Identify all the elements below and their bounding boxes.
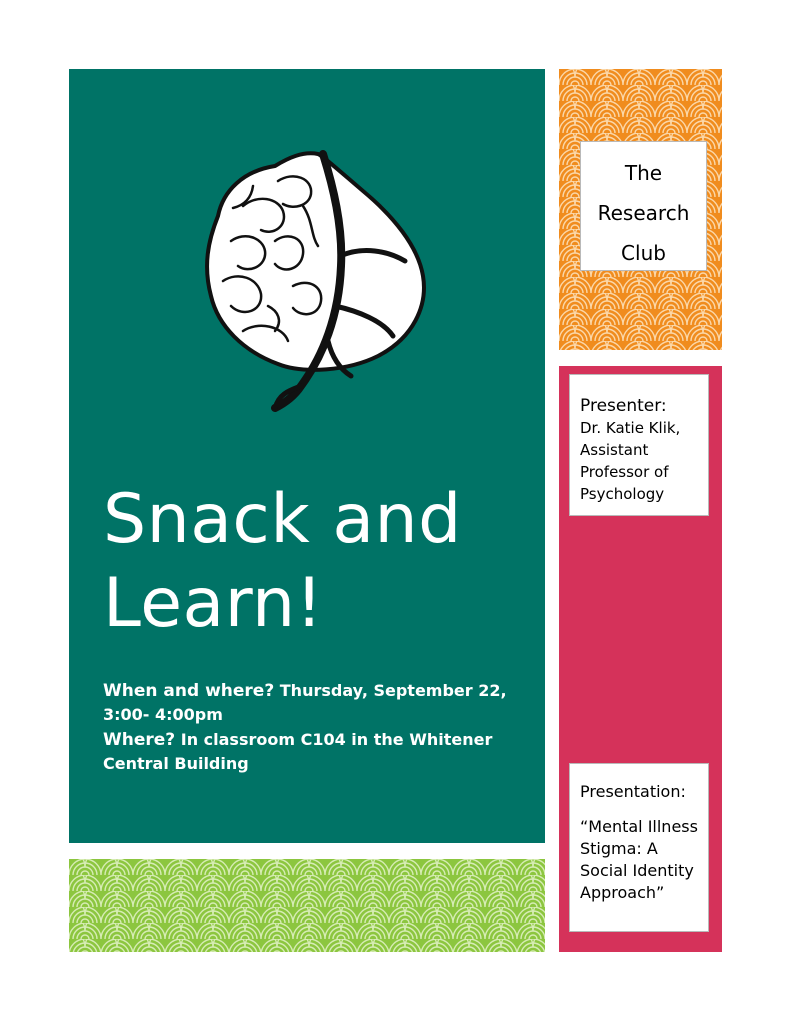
- when-value: Thursday, September 22, 3:00- 4:00pm: [103, 681, 507, 724]
- club-name-box: [580, 141, 707, 271]
- club-name-line-2: Research: [597, 201, 690, 225]
- club-name-line-1: The: [624, 161, 663, 185]
- presenter-name: Dr. Katie Klik, Assistant Professor of Psychology: [580, 419, 681, 503]
- where-info: [103, 728, 523, 776]
- green-pattern-band: [69, 859, 545, 952]
- presenter-label: Presenter:: [580, 396, 667, 416]
- headline-line-1: Snack and: [103, 480, 462, 559]
- club-name-line-3: Club: [621, 241, 666, 265]
- presentation-label: Presentation:: [580, 782, 686, 801]
- headline: [103, 478, 533, 646]
- when-label: When and where?: [103, 681, 275, 701]
- presenter-box: [569, 374, 709, 516]
- headline-line-2: Learn!: [103, 564, 324, 643]
- where-value: In classroom C104 in the Whitener Central Building: [103, 730, 493, 773]
- where-label: Where?: [103, 730, 176, 750]
- when-where-info: [103, 679, 523, 727]
- brain-leaf-illustration: [183, 146, 433, 418]
- presentation-title: “Mental Illness Stigma: A Social Identity Approach”: [580, 817, 698, 902]
- presentation-box: [569, 763, 709, 932]
